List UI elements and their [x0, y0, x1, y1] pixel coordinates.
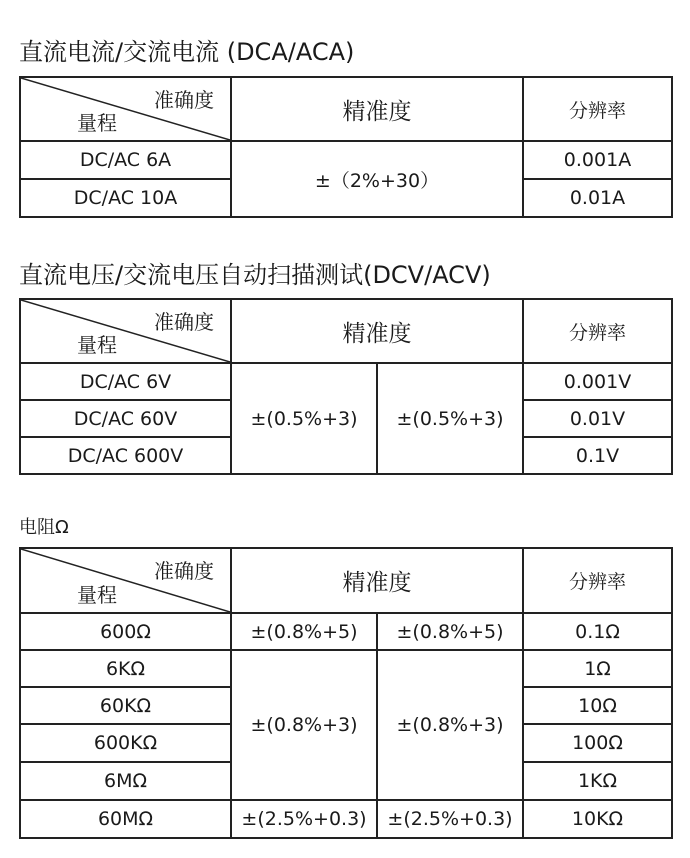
current-spec-table	[19, 76, 673, 218]
corner-header-cell	[20, 548, 231, 613]
resolution-cell: 10Ω	[523, 687, 672, 724]
section-title-resistance: 电阻Ω	[19, 517, 69, 538]
accuracy-cell: ±(2.5%+0.3)	[231, 800, 377, 838]
range-cell: DC/AC 10A	[20, 179, 231, 217]
resolution-cell: 0.001A	[523, 141, 672, 179]
accuracy-cell: ±(0.8%+5)	[231, 613, 377, 650]
table-row	[20, 141, 672, 179]
corner-label-accuracy: 准确度	[154, 559, 214, 583]
accuracy-header: 精准度	[231, 299, 523, 363]
table-row	[20, 650, 672, 687]
resolution-cell: 0.01V	[523, 400, 672, 437]
resolution-header: 分辨率	[523, 548, 672, 613]
corner-label-range: 量程	[77, 583, 117, 607]
section-title-current: 直流电流/交流电流 (DCA/ACA)	[19, 38, 355, 66]
resolution-cell: 100Ω	[523, 724, 672, 762]
accuracy-header: 精准度	[231, 548, 523, 613]
range-cell: 600KΩ	[20, 724, 231, 762]
range-cell: DC/AC 600V	[20, 437, 231, 474]
range-cell: 6KΩ	[20, 650, 231, 687]
accuracy-cell: ±(2.5%+0.3)	[377, 800, 523, 838]
range-cell: 600Ω	[20, 613, 231, 650]
accuracy-cell: ±(0.8%+5)	[377, 613, 523, 650]
resolution-cell: 10KΩ	[523, 800, 672, 838]
voltage-spec-table	[19, 298, 673, 475]
table-header-row	[20, 77, 672, 141]
corner-label-range: 量程	[77, 333, 117, 357]
resolution-cell: 0.01A	[523, 179, 672, 217]
range-cell: DC/AC 6V	[20, 363, 231, 400]
range-cell: 60MΩ	[20, 800, 231, 838]
accuracy-cell: ±(0.5%+3)	[231, 363, 377, 474]
range-cell: 6MΩ	[20, 762, 231, 800]
resistance-spec-table	[19, 547, 673, 839]
resolution-cell: 1KΩ	[523, 762, 672, 800]
table-header-row	[20, 299, 672, 363]
resolution-header: 分辨率	[523, 77, 672, 141]
range-cell: DC/AC 60V	[20, 400, 231, 437]
accuracy-header: 精准度	[231, 77, 523, 141]
corner-label-range: 量程	[77, 111, 117, 135]
corner-header-cell	[20, 299, 231, 363]
corner-label-accuracy: 准确度	[154, 310, 214, 334]
corner-label-accuracy: 准确度	[154, 88, 214, 112]
table-row	[20, 613, 672, 650]
accuracy-cell: ±(0.8%+3)	[231, 650, 377, 800]
accuracy-cell: ±(0.8%+3)	[377, 650, 523, 800]
table-row	[20, 363, 672, 400]
section-title-voltage: 直流电压/交流电压自动扫描测试(DCV/ACV)	[19, 261, 491, 289]
resolution-cell: 1Ω	[523, 650, 672, 687]
table-row	[20, 800, 672, 838]
range-cell: 60KΩ	[20, 687, 231, 724]
resolution-header: 分辨率	[523, 299, 672, 363]
accuracy-cell: ±(0.5%+3)	[377, 363, 523, 474]
corner-header-cell	[20, 77, 231, 141]
resolution-cell: 0.1V	[523, 437, 672, 474]
accuracy-cell: ±（2%+30）	[231, 141, 523, 217]
resolution-cell: 0.1Ω	[523, 613, 672, 650]
table-header-row	[20, 548, 672, 613]
range-cell: DC/AC 6A	[20, 141, 231, 179]
resolution-cell: 0.001V	[523, 363, 672, 400]
